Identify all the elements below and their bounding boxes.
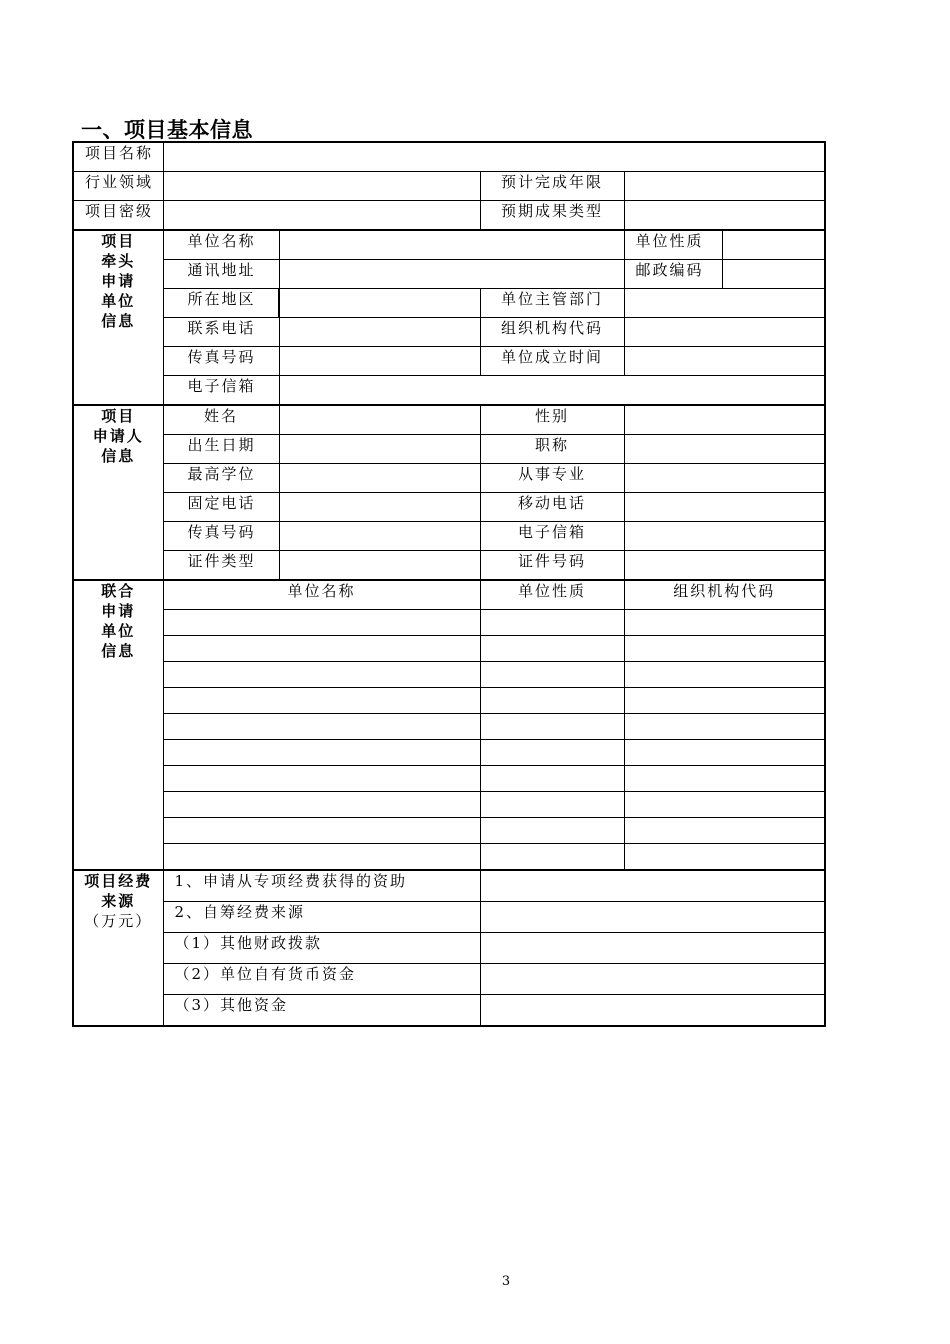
col-header-unit-name: 单位名称 (163, 580, 480, 610)
input-applicant-fax[interactable] (279, 522, 480, 551)
funding-item: 1、申请从专项经费获得的资助 (163, 870, 480, 902)
input-unit-nature[interactable] (722, 230, 825, 260)
input-supervisor[interactable] (624, 289, 825, 318)
label-name: 姓名 (163, 405, 279, 435)
col-header-org-code: 组织机构代码 (624, 580, 825, 610)
joint-cell-name[interactable] (163, 636, 480, 662)
joint-cell-code[interactable] (624, 766, 825, 792)
section-joint-unit-line: 信息 (101, 642, 136, 660)
page-number: 3 (501, 1274, 511, 1289)
label-applicant-fax: 传真号码 (163, 522, 279, 551)
joint-cell-name[interactable] (163, 714, 480, 740)
label-unit-nature: 单位性质 (624, 230, 722, 260)
funding-item: （2）单位自有货币资金 (163, 964, 480, 995)
funding-input[interactable] (480, 995, 825, 1027)
input-applicant-email[interactable] (624, 522, 825, 551)
joint-cell-nature[interactable] (480, 688, 624, 714)
input-fax[interactable] (279, 347, 480, 376)
input-completion-years[interactable] (624, 172, 825, 201)
label-supervisor: 单位主管部门 (480, 289, 624, 318)
section-joint-unit-line: 单位 (101, 622, 136, 640)
joint-cell-code[interactable] (624, 844, 825, 871)
label-major: 从事专业 (480, 464, 624, 493)
input-title[interactable] (624, 435, 825, 464)
joint-cell-code[interactable] (624, 818, 825, 844)
col-header-unit-nature: 单位性质 (480, 580, 624, 610)
label-industry: 行业领域 (73, 172, 163, 201)
label-fax: 传真号码 (163, 347, 279, 376)
input-org-code[interactable] (624, 318, 825, 347)
input-degree[interactable] (279, 464, 480, 493)
input-region[interactable] (279, 289, 480, 318)
funding-input[interactable] (480, 870, 825, 902)
label-title: 职称 (480, 435, 624, 464)
joint-cell-nature[interactable] (480, 844, 624, 871)
input-gender[interactable] (624, 405, 825, 435)
joint-cell-name[interactable] (163, 818, 480, 844)
label-degree: 最高学位 (163, 464, 279, 493)
page-title: 一、项目基本信息 (81, 118, 253, 142)
section-funding-line: 项目经费 (84, 872, 153, 890)
funding-unit: （万元） (84, 912, 153, 930)
section-lead-unit-line: 申请 (101, 272, 136, 290)
input-id-type[interactable] (279, 551, 480, 581)
input-founded[interactable] (624, 347, 825, 376)
label-id-type: 证件类型 (163, 551, 279, 581)
input-secret-level[interactable] (163, 201, 480, 231)
input-unit-name[interactable] (279, 230, 624, 260)
joint-cell-nature[interactable] (480, 818, 624, 844)
label-project-name: 项目名称 (73, 142, 163, 172)
input-address[interactable] (279, 260, 624, 289)
joint-cell-nature[interactable] (480, 662, 624, 688)
section-lead-unit (73, 230, 163, 405)
section-lead-unit-line: 信息 (101, 312, 136, 330)
input-birth[interactable] (279, 435, 480, 464)
joint-cell-nature[interactable] (480, 740, 624, 766)
section-applicant (73, 405, 163, 580)
section-lead-unit-line: 牵头 (101, 252, 136, 270)
joint-cell-nature[interactable] (480, 792, 624, 818)
project-info-form (72, 141, 826, 1027)
joint-cell-code[interactable] (624, 740, 825, 766)
label-birth: 出生日期 (163, 435, 279, 464)
joint-cell-nature[interactable] (480, 636, 624, 662)
label-address: 通讯地址 (163, 260, 279, 289)
joint-cell-code[interactable] (624, 662, 825, 688)
label-unit-name: 单位名称 (163, 230, 279, 260)
label-completion-years: 预计完成年限 (480, 172, 624, 201)
input-landline[interactable] (279, 493, 480, 522)
section-applicant-line: 项目 (101, 407, 136, 425)
label-id-number: 证件号码 (480, 551, 624, 581)
section-applicant-line: 申请人 (92, 427, 144, 445)
input-id-number[interactable] (624, 551, 825, 581)
input-major[interactable] (624, 464, 825, 493)
section-lead-unit-line: 项目 (101, 232, 136, 250)
label-landline: 固定电话 (163, 493, 279, 522)
joint-cell-code[interactable] (624, 792, 825, 818)
funding-input[interactable] (480, 933, 825, 964)
section-joint-unit-line: 申请 (101, 602, 136, 620)
label-email: 电子信箱 (163, 376, 279, 406)
input-result-type[interactable] (624, 201, 825, 231)
section-funding (73, 870, 163, 1026)
input-industry[interactable] (163, 172, 480, 201)
label-secret-level: 项目密级 (73, 201, 163, 231)
input-phone[interactable] (279, 318, 480, 347)
input-mobile[interactable] (624, 493, 825, 522)
label-org-code: 组织机构代码 (480, 318, 624, 347)
section-lead-unit-line: 单位 (101, 292, 136, 310)
input-email[interactable] (279, 376, 825, 406)
funding-item: （1）其他财政拨款 (163, 933, 480, 964)
label-phone: 联系电话 (163, 318, 279, 347)
label-postcode: 邮政编码 (624, 260, 722, 289)
section-joint-unit (73, 580, 163, 870)
joint-cell-nature[interactable] (480, 714, 624, 740)
label-gender: 性别 (480, 405, 624, 435)
input-name[interactable] (279, 405, 480, 435)
joint-cell-nature[interactable] (480, 766, 624, 792)
section-applicant-line: 信息 (101, 447, 136, 465)
joint-cell-name[interactable] (163, 766, 480, 792)
funding-input[interactable] (480, 902, 825, 933)
label-applicant-email: 电子信箱 (480, 522, 624, 551)
section-funding-line: 来源 (101, 892, 136, 910)
joint-cell-name[interactable] (163, 792, 480, 818)
label-mobile: 移动电话 (480, 493, 624, 522)
joint-cell-code[interactable] (624, 610, 825, 636)
funding-item: 2、自筹经费来源 (163, 902, 480, 933)
joint-cell-name[interactable] (163, 610, 480, 636)
funding-input[interactable] (480, 964, 825, 995)
joint-cell-name[interactable] (163, 740, 480, 766)
joint-cell-name[interactable] (163, 844, 480, 871)
label-founded: 单位成立时间 (480, 347, 624, 376)
joint-cell-name[interactable] (163, 662, 480, 688)
joint-cell-nature[interactable] (480, 610, 624, 636)
label-result-type: 预期成果类型 (480, 201, 624, 231)
input-postcode[interactable] (722, 260, 825, 289)
section-joint-unit-line: 联合 (101, 582, 136, 600)
joint-cell-name[interactable] (163, 688, 480, 714)
joint-cell-code[interactable] (624, 688, 825, 714)
input-project-name[interactable] (163, 142, 825, 172)
funding-item: （3）其他资金 (163, 995, 480, 1027)
joint-cell-code[interactable] (624, 714, 825, 740)
joint-cell-code[interactable] (624, 636, 825, 662)
label-region: 所在地区 (163, 289, 279, 318)
